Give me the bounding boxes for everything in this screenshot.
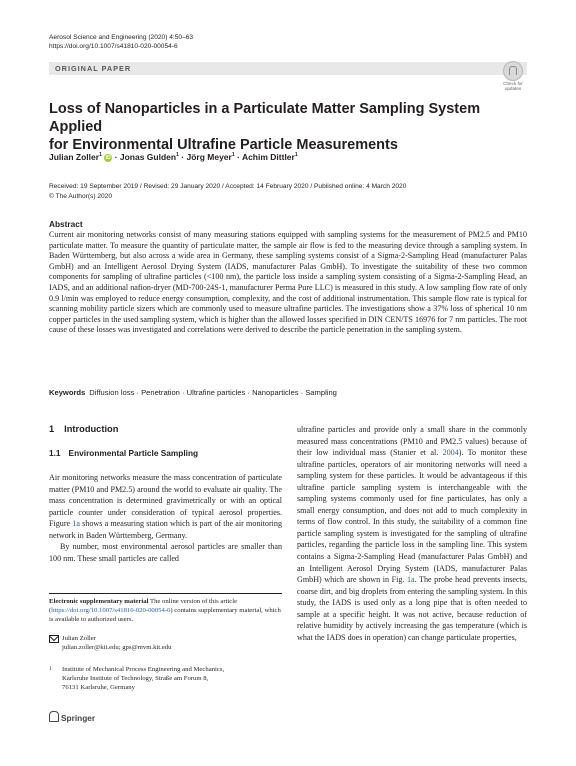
springer-horse-icon <box>49 711 59 722</box>
author-name[interactable]: Jörg Meyer <box>186 152 232 162</box>
author-affiliation-mark: 1 <box>99 152 102 159</box>
text-run: Air monitoring networks measure the mass concentration of particulate matter (PM10 and PM2.5) around the world to evaluate air quality. The mass concentration is determined gravimetrically or with an optical particle counter under consideration of typical aerosol properties. Figure <box>49 473 282 529</box>
text-run: ultrafine particles and provide only a small share in the commonly measured mass concentrations (PM10 and PM2.5 values) because of their low individual mass (Stanier et al. <box>297 425 527 458</box>
journal-citation: Aerosol Science and Engineering (2020) 4:50–63 <box>49 34 194 41</box>
corresponding-email[interactable]: julian.zoller@kit.edu; gps@mvm.kit.edu <box>62 644 172 651</box>
author-separator: · <box>234 152 242 162</box>
subsection-title: Environmental Particle Sampling <box>68 448 199 458</box>
envelope-icon <box>49 635 59 643</box>
section-number: 1 <box>49 424 55 434</box>
subsection-heading <box>49 448 198 458</box>
paragraph <box>297 424 527 643</box>
check-for-updates-badge[interactable] <box>499 61 527 91</box>
keywords <box>49 388 527 397</box>
keywords-label: Keywords <box>49 388 86 397</box>
footnote-divider <box>49 593 282 594</box>
section-heading <box>49 424 118 434</box>
author-separator: · <box>112 152 120 162</box>
supplementary-material-note <box>49 598 282 624</box>
abstract-heading: Abstract <box>49 219 83 229</box>
journal-info <box>49 33 193 51</box>
esm-doi-link[interactable]: https://doi.org/10.1007/s41810-020-00054-6 <box>51 606 171 614</box>
title-line-1: Loss of Nanoparticles in a Particulate Matter Sampling System Applied <box>49 101 481 135</box>
figure-link[interactable]: 1a <box>72 519 80 529</box>
author-list <box>49 152 298 162</box>
text-run: ). To monitor these ultrafine particles, operators of air monitoring networks will need a sampling system for these particles. It would be advantageous if this ultrafine particle sampling system is interchangeable with the sampling systems commonly used for fine particulates, has only a small energy consumption, and does not add to much complexity in terms of flow control. In this study, the suitability of a common fine particle sampling system is investigated for the sampling of ultrafine particles, regarding the particle loss in the sampling line. This system contains a Sigma-2-Sampling Head (manufacturer Palas GmbH) and an Intelligent Aerosol Drying System (IADS, manufacturer Palas GmbH) which are shown in Fig. <box>297 448 527 585</box>
text-run: The online version of this article ( <box>49 598 238 614</box>
orcid-icon[interactable]: iD <box>105 155 111 161</box>
figure-link[interactable]: 1a <box>406 575 415 585</box>
affiliation-line: 76131 Karlsruhe, Germany <box>62 684 135 691</box>
esm-label: Electronic supplementary material <box>49 598 149 605</box>
corresponding-author: Julian Zoller <box>62 635 96 642</box>
text-run: ) contains supplementary material, which is available to authorized users. <box>49 606 281 623</box>
abstract-text: Current air monitoring networks consist of many measuring stations equipped with sampling systems for the measurement of PM2.5 and PM10 particulate matter. To measure the quantity of particulate matter, the sample air flow is fed to the measuring device through a sampling system. In Baden Württemberg, but also across a wide area in Germany, these sampling systems consist of a Sigma-2-Sampling Head (manufacturer Palas GmbH) and an Intelligent Aerosol Drying System (IADS, manufacturer Palas GmbH). To investigate the suitability of these two common components for sampling of ultrafine particles (<100 nm), the particle loss inside a sampling system consisting of a Sigma-2-Sampling Head, an IADS, and an additional nafion-dryer (MD-700-24S-1, manufacturer Perma Pure LLC) is measured in this study. A low sampling flow rate of only 0.9 l/min was employed to reduce energy consumption, complexity, and the cost of additional instrumentation. This sample flow rate is typical for scanning mobility particle sizers which are commonly used to measure ultrafine particles. The investigations show a 37% loss of spherical 10 nm copper particles in the used sampling system, which is higher than the allowed losses specified in DIN CEN/TS 16976 for 7 nm particles. The root cause of these losses was investigated and correlations were derived to describe the particle penetration in the sampling system. <box>49 230 527 335</box>
author-name[interactable]: Jonas Gulden <box>119 152 177 162</box>
check-updates-icon <box>503 61 523 81</box>
article-type: ORIGINAL PAPER <box>55 64 132 73</box>
author-name[interactable]: Achim Dittler <box>241 152 295 162</box>
affiliation-number: 1 <box>49 666 52 672</box>
article-title <box>49 100 519 154</box>
title-line-2: for Environmental Ultrafine Particle Measurements <box>49 137 398 153</box>
author-affiliation-mark: 1 <box>231 152 235 159</box>
author-separator: · <box>178 152 187 162</box>
paragraph: By number, most environmental aerosol particles are smaller than 100 nm. These small particles are called <box>49 542 282 563</box>
publication-history <box>49 182 406 201</box>
affiliation-line: Karlsruhe Institute of Technology, Straße am Forum 8, <box>62 675 209 682</box>
publisher-logo <box>49 711 95 723</box>
journal-doi[interactable]: https://doi.org/10.1007/s41810-020-00054-6 <box>49 43 178 50</box>
article-dates: Received: 19 September 2019 / Revised: 29 January 2020 / Accepted: 14 February 2020 / Published online: 4 March 2020 <box>49 183 407 190</box>
check-updates-line2: updates <box>504 86 522 91</box>
body-column-left <box>49 472 282 564</box>
author-name[interactable]: Julian Zoller <box>49 152 100 162</box>
paragraph <box>49 472 282 541</box>
section-title: Introduction <box>64 424 119 434</box>
text-run: shows a measuring station which is part of the air monitoring network in Baden Württemberg, Germany. <box>49 519 283 540</box>
affiliation-line: Institute of Mechanical Process Engineering and Mechanics, <box>62 666 225 673</box>
copyright: © The Author(s) 2020 <box>49 192 113 200</box>
author-affiliation-mark: 1 <box>294 152 298 159</box>
check-updates-line1: Check for <box>503 81 523 86</box>
citation-link[interactable]: 2004 <box>442 448 459 458</box>
text-run: . The probe head prevents insects, coarse dirt, and big droplets from entering the sampling system. In this study, the IADS is used only as a long pipe that is often needed to sample at a specific height. It was not active, because reduction of relative humidity by actively increasing the gas temperature (which is what the IADS does in operation) can change particulate properties, <box>297 575 527 642</box>
publisher-name: Springer <box>61 713 96 723</box>
keywords-list: Diffusion loss · Penetration · Ultrafine particles · Nanoparticles · Sampling <box>89 388 337 397</box>
article-type-bar <box>49 62 527 75</box>
body-column-right <box>297 424 527 643</box>
author-affiliation-mark: 1 <box>176 152 179 159</box>
subsection-number: 1.1 <box>49 448 61 458</box>
